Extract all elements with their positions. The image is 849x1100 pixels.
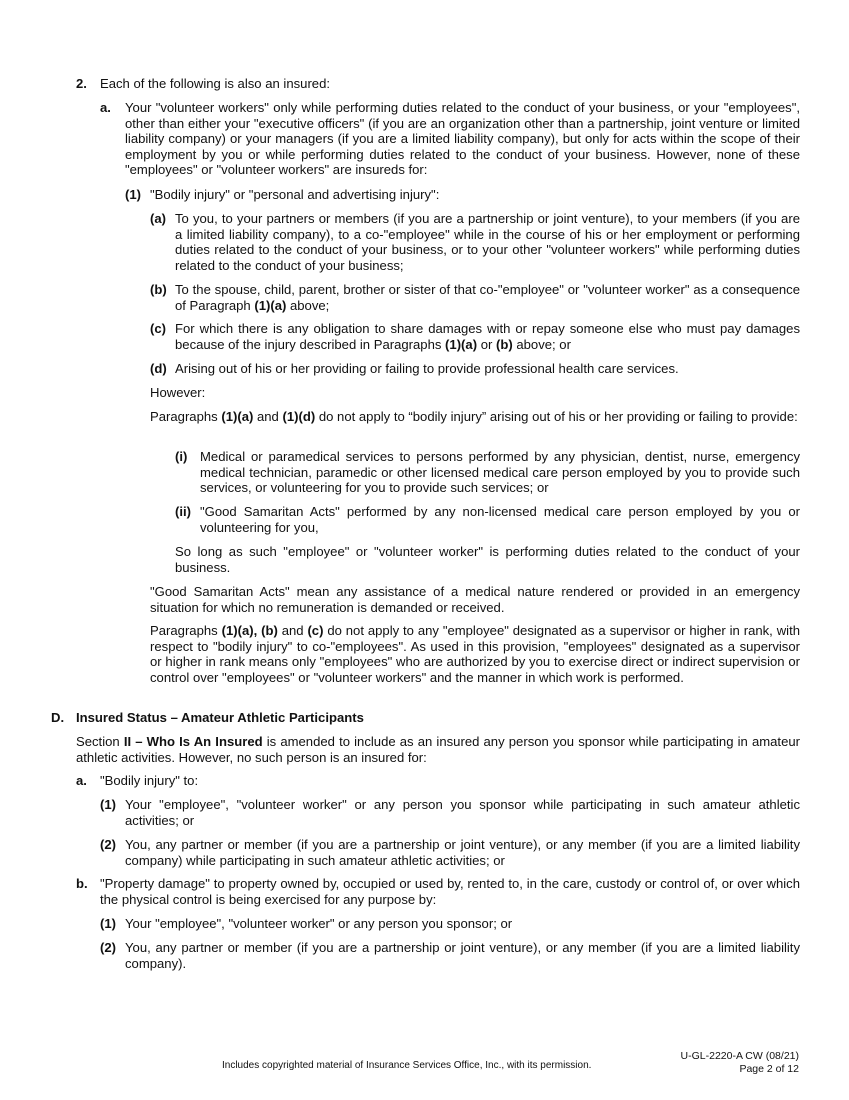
section-d-a-text: "Bodily injury" to: [100,773,199,788]
item-ii-label: (ii) [175,504,191,519]
section-d-a1-text: Your "employee", "volunteer worker" or any person you sponsor while participating in such amateur athletic activities; or [125,797,800,828]
item-2a1d-text: Arising out of his or her providing or failing to provide professional health care services. [175,361,679,376]
footer-copyright: Includes copyrighted material of Insurance Services Office, Inc., with its permission. [222,1060,592,1071]
footer-form-block [620,1050,799,1076]
item-2a1b-text: To the spouse, child, parent, brother or sister of that co-"employee" or "volunteer worker" as a consequence of Paragraph (1)(a) above; [175,282,800,313]
item-2-label: 2. [76,76,87,91]
paragraphs-provide-text: Paragraphs (1)(a) and (1)(d) do not apply to “bodily injury” arising out of his or her providing or failing to provide: [150,409,798,424]
section-d-title: Insured Status – Amateur Athletic Participants [76,710,364,725]
item-2a1d-label: (d) [150,361,167,376]
paragraphs-supervisor-text: Paragraphs (1)(a), (b) and (c) do not apply to any "employee" designated as a supervisor or higher in rank, with respect to "bodily injury" to co-"employees". As used in this provision, "employees" designated as a supervisor or higher in rank means only "employees" who are authorized by you to exercise direct or indirect supervision or control over "employees" or "volunteer workers" and the manner in which work is performed. [150,623,800,685]
item-2a-text: Your "volunteer workers" only while performing duties related to the conduct of your business, or your "employees", other than either your "executive officers" (if you are an organization other than a partnership, joint venture or limited liability company) or your managers (if you are a limited liability company), but only for acts within the scope of their employment by you or while performing duties related to the conduct of your business. However, none of these "employees" or "volunteer workers" are insureds for: [125,100,800,178]
item-2a-label: a. [100,100,111,115]
however-text: However: [150,385,206,400]
item-2a1a-text: To you, to your partners or members (if you are a partnership or joint venture), to your members (if you are a limited liability company), to a co-"employee" while in the course of his or her employment or performing duties related to the conduct of your business, or to your other "volunteer workers" while performing duties related to the conduct of your business; [175,211,800,273]
footer-form-number: U-GL-2220-A CW (08/21) [680,1050,799,1062]
item-i-text: Medical or paramedical services to persons performed by any physician, dentist, nurse, emergency medical technician, paramedic or other licensed medical care person employed by you to provide such services, or volunteering for you to provide such services; or [200,449,800,496]
item-i-label: (i) [175,449,188,464]
item-2-text: Each of the following is also an insured: [100,76,331,91]
section-d-intro: Section II – Who Is An Insured is amended to include as an insured any person you sponsor while participating in amateur athletic activities. However, no such person is an insured for: [76,734,800,765]
section-d-b1-label: (1) [100,916,117,931]
section-d-a1-label: (1) [100,797,117,812]
section-d-a2-text: You, any partner or member (if you are a partnership or joint venture), or any member (if you are a limited liability company) while participating in such amateur athletic activities; or [125,837,800,868]
item-2a1c-label: (c) [150,321,167,336]
so-long-text: So long as such "employee" or "volunteer worker" is performing duties related to the conduct of your business. [175,544,800,575]
item-ii-text: "Good Samaritan Acts" performed by any non-licensed medical care person employed by you or volunteering for you, [200,504,800,535]
item-2a1-text: "Bodily injury" or "personal and advertising injury": [150,187,440,202]
section-d-b2-text: You, any partner or member (if you are a partnership or joint venture), or any member (if you are a limited liability company). [125,940,800,971]
section-d-a-label: a. [76,773,87,788]
section-d-b1-text: Your "employee", "volunteer worker" or any person you sponsor; or [125,916,513,931]
section-d-label: D. [51,710,65,725]
footer-page-number: Page 2 of 12 [739,1063,799,1075]
section-d-b2-label: (2) [100,940,117,955]
section-d-b-text: "Property damage" to property owned by, occupied or used by, rented to, in the care, custody or control of, or over which the physical control is being exercised for any purpose by: [100,876,800,907]
good-samaritan-definition: "Good Samaritan Acts" mean any assistance of a medical nature rendered or provided in an emergency situation for which no remuneration is demanded or received. [150,584,800,615]
item-2a1c-text: For which there is any obligation to share damages with or repay someone else who must pay damages because of the injury described in Paragraphs (1)(a) or (b) above; or [175,321,800,352]
section-d-a2-label: (2) [100,837,117,852]
item-2a1a-label: (a) [150,211,167,226]
item-2a1b-label: (b) [150,282,167,297]
item-2a1-label: (1) [125,187,142,202]
section-d-b-label: b. [76,876,88,891]
